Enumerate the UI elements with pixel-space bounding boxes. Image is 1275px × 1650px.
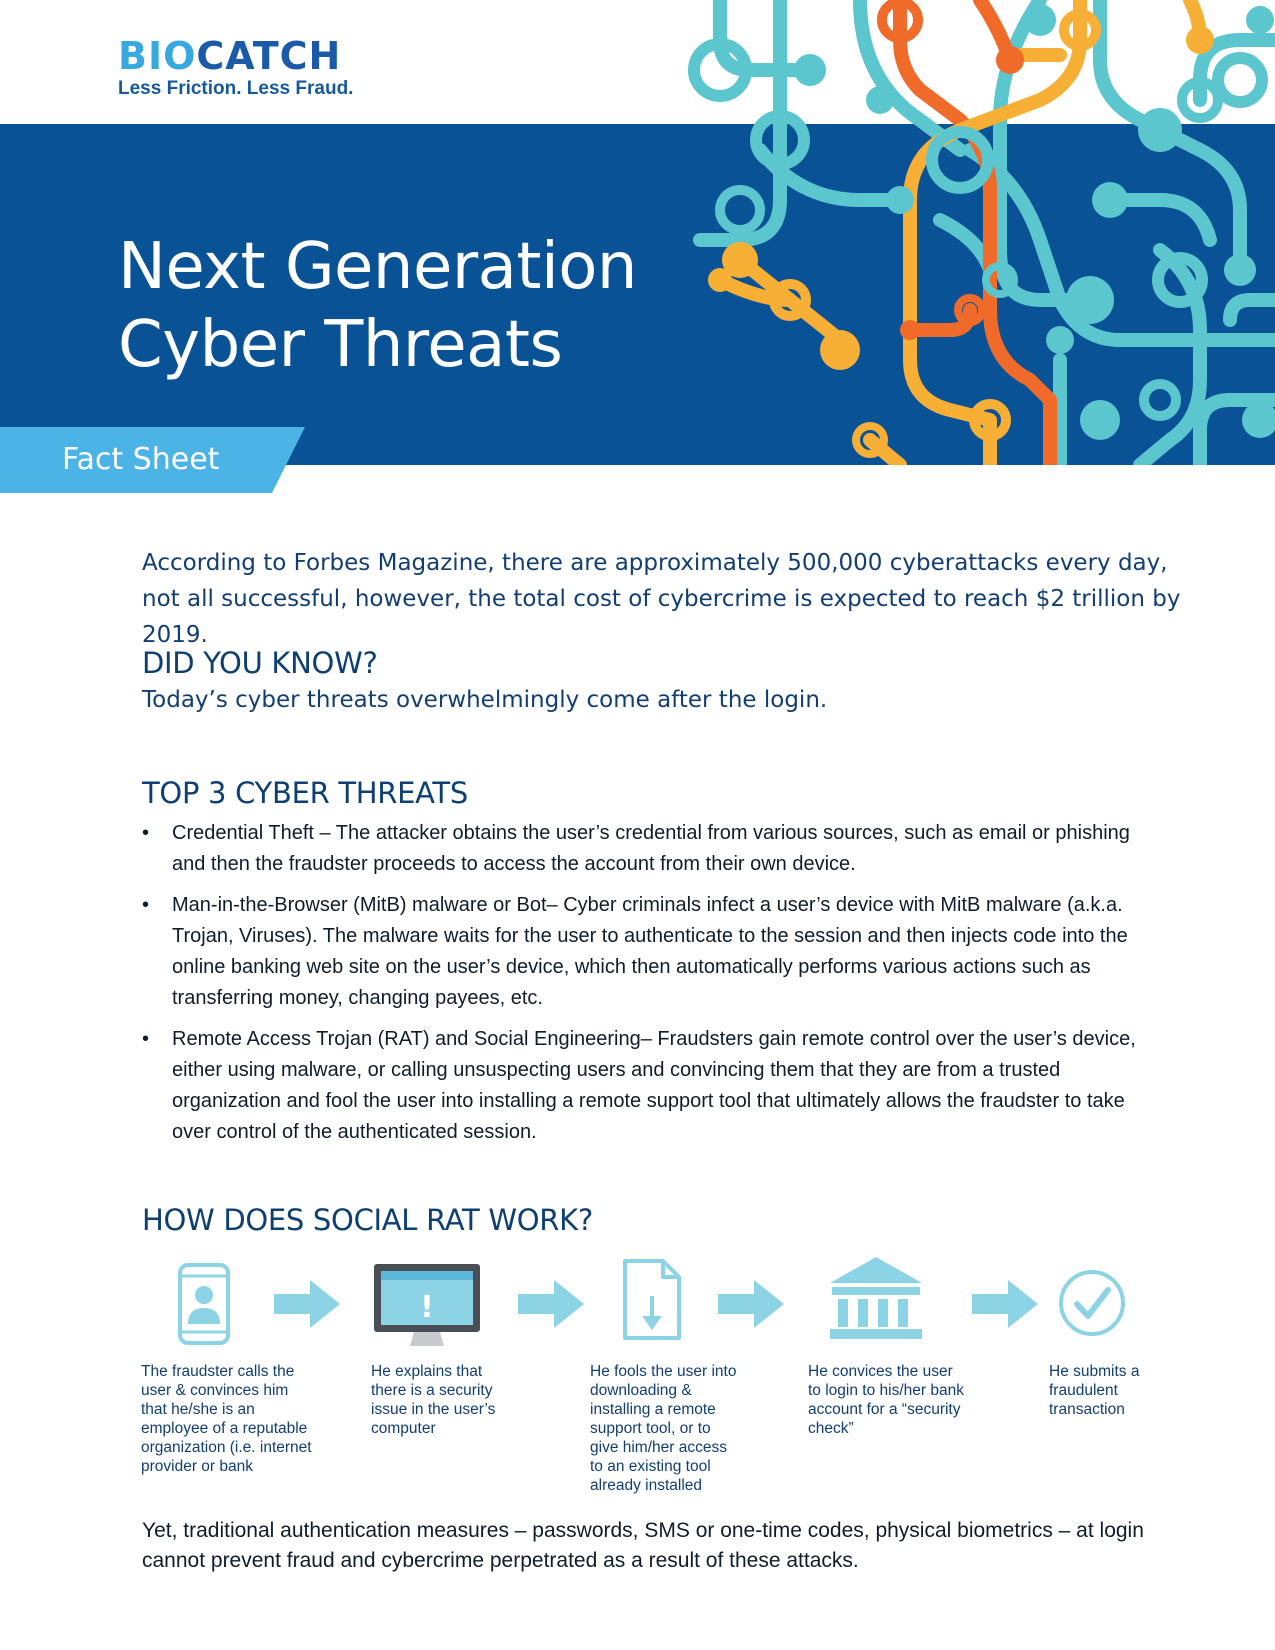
outro-paragraph: Yet, traditional authentication measures – passwords, SMS or one-time codes, physical biometrics – at login cannot prevent fraud and cybercrime perpetrated as a result of these attacks. [142,1519,1144,1572]
logo-wordmark: BIOCATCH [118,34,342,78]
title-line-1: Next Generation [118,230,637,304]
arrow-right-icon [274,1280,340,1328]
top-threats-heading: TOP 3 CYBER THREATS [142,776,468,810]
logo-tagline: Less Friction. Less Fraud. [118,78,354,99]
download-document-icon [621,1258,683,1342]
threat-item-mitb: • Man-in-the-Browser (MitB) malware or Bot– Cyber criminals infect a user’s device with MitB malware (a.k.a. Trojan, Viruses). The malware waits for the user to authenticate to the session and then injects code into the online banking web site on the user’s device, which then automatically performs various actions such as transferring money, changing payees, etc. [142,890,1162,1014]
title-line-2: Cyber Threats [118,308,563,382]
did-you-know-heading: DID YOU KNOW? [142,646,378,680]
arrow-right-icon [972,1280,1038,1328]
step-3-text: He fools the user into downloading & installing a remote support tool, or to give him/her access to an existing tool already installed [590,1363,737,1494]
phone-user-icon [176,1262,232,1346]
threat-item-credential-theft: • Credential Theft – The attacker obtains the user’s credential from various sources, such as email or phishing and then the fraudster proceeds to access the account from their own device. [142,818,1162,880]
bank-icon [826,1255,926,1341]
step-1-text: The fraudster calls the user & convinces him that he/she is an employee of a reputable organization (i.e. internet provider or bank [141,1363,312,1475]
step-2-text: He explains that there is a security issue in the user’s computer [371,1363,496,1437]
threat-item-rat: • Remote Access Trojan (RAT) and Social Engineering– Fraudsters gain remote control over the user’s device, either using malware, or calling unsuspecting users and convincing them that they are from a trusted organization and fool the user into installing a remote support tool that ultimately allows the fraudster to take over control of the authenticated session. [142,1024,1162,1148]
page-title [118,228,637,384]
arrow-right-icon [718,1280,784,1328]
social-rat-heading: HOW DOES SOCIAL RAT WORK? [142,1203,593,1237]
step-4-text: He convices the user to login to his/her bank account for a “security check” [808,1363,964,1437]
threat-list [142,818,1162,1158]
did-you-know-text: Today’s cyber threats overwhelmingly come after the login. [142,687,828,713]
fact-sheet-label: Fact Sheet [62,442,220,477]
step-5-text: He submits a fraudulent transaction [1049,1363,1140,1418]
svg-text:!: ! [420,1290,434,1325]
arrow-right-icon [518,1280,584,1328]
intro-paragraph: According to Forbes Magazine, there are approximately 500,000 cyberattacks every day, not all successful, however, the total cost of cybercrime is expected to reach $2 trillion by 2019. [142,550,1181,648]
computer-alert-icon [372,1262,482,1350]
checkmark-circle-icon [1057,1268,1127,1338]
